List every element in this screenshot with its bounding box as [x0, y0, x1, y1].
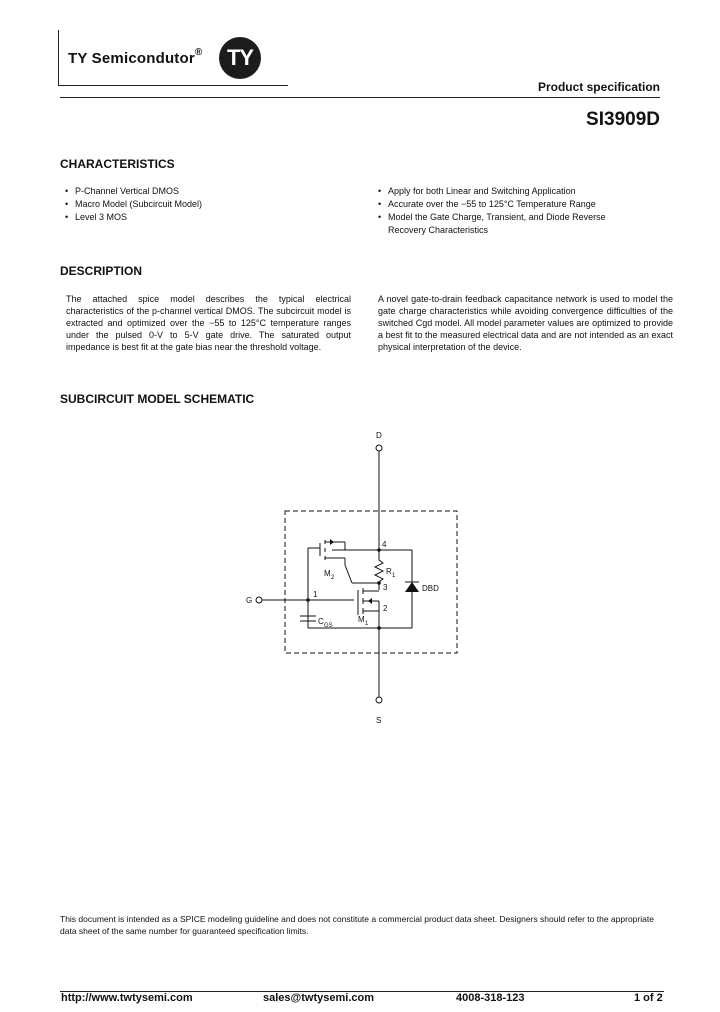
footer-page-number: 1 of 2 — [634, 992, 663, 1004]
label-drain: D — [376, 431, 382, 440]
description-right-paragraph: A novel gate-to-drain feedback capacitance network is used to model the gate charge characteristics while avoiding convergence difficulties of the switched Cgd model. All model parameter values are optimized to provide a best fit to the measured electrical data and are not intended as an exact physical interpretation of the device. — [378, 294, 673, 352]
label-gate: G — [246, 596, 253, 605]
label-node3: 3 — [383, 583, 388, 592]
list-item: • Model the Gate Charge, Transient, and Diode Reverse Recovery Characteristics — [375, 211, 638, 237]
schematic-title: SUBCIRCUIT MODEL SCHEMATIC — [60, 392, 255, 406]
label-node1: 1 — [313, 590, 318, 599]
label-node2: 2 — [383, 604, 388, 613]
label-m2: M — [324, 569, 331, 578]
list-item: • Accurate over the −55 to 125°C Temperature Range — [375, 198, 665, 211]
label-r1-sub: 1 — [392, 573, 396, 579]
label-r1: R — [386, 567, 392, 576]
list-item: • Macro Model (Subcircuit Model) — [62, 198, 352, 211]
list-item: • Apply for both Linear and Switching Application — [375, 185, 665, 198]
label-node4: 4 — [382, 540, 387, 549]
label-cgs: C — [318, 617, 324, 626]
footer-phone: 4008-318-123 — [456, 992, 525, 1004]
label-source: S — [376, 716, 382, 725]
label-m1: M — [358, 615, 365, 624]
description-title: DESCRIPTION — [60, 264, 143, 278]
description-left-paragraph: The attached spice model describes the typical electrical characteristics of the p-channel vertical DMOS. The subcircuit model is extracted and optimized over the −55 to 125°C temperature ranges under the pulsed 0-V to 5-V gate drive. The saturated output impedance is best fit at the gate bias near the threshold voltage. — [66, 294, 351, 352]
disclaimer-note: This document is intended as a SPICE modeling guideline and does not constitute a commercial product data sheet. Designers should refer to the appropriate data sheet of the same number for guaranteed specification limits. — [60, 914, 654, 936]
subcircuit-boundary — [285, 511, 457, 653]
product-spec-label: Product specification — [537, 80, 660, 94]
footer-email-link[interactable]: sales@twtysemi.com — [263, 992, 374, 1004]
part-number: SI3909D — [586, 109, 660, 130]
label-dbd: DBD — [422, 584, 439, 593]
source-terminal — [376, 697, 382, 703]
list-item: • P-Channel Vertical DMOS — [62, 185, 352, 198]
drain-terminal — [376, 445, 382, 451]
footer-website-link[interactable]: http://www.twtysemi.com — [61, 992, 193, 1004]
label-cgs-sub: GS — [324, 623, 333, 629]
registered-mark: ® — [194, 47, 203, 58]
label-m1-sub: 1 — [365, 621, 369, 627]
list-item: • Level 3 MOS — [62, 211, 352, 224]
diode-dbd — [405, 582, 419, 592]
label-m2-sub: 2 — [331, 575, 335, 581]
characteristics-title: CHARACTERISTICS — [60, 157, 175, 171]
company-logo: TY — [219, 37, 261, 79]
brand-name: TY Semicondutor® — [68, 47, 203, 67]
gate-terminal — [256, 597, 262, 603]
